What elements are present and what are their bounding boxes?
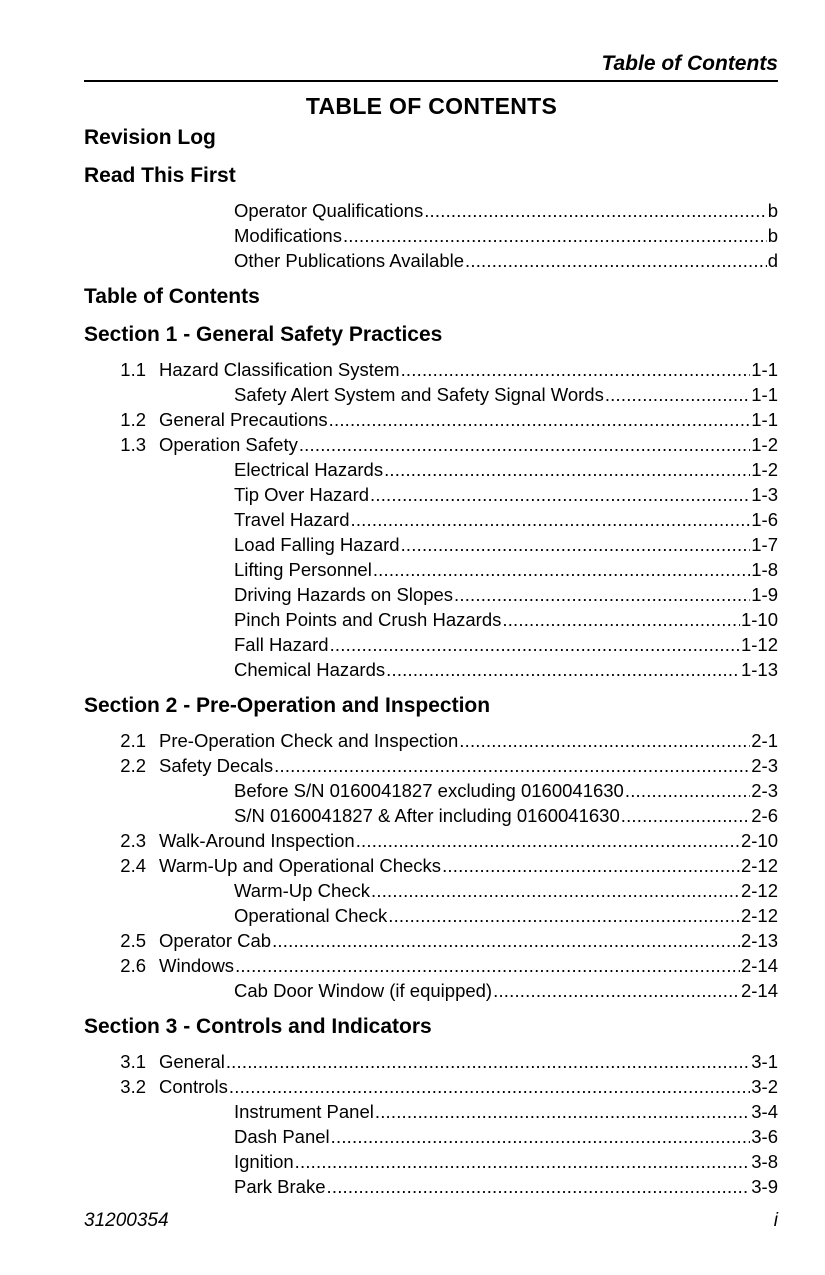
toc-dot-leader: [605, 382, 750, 407]
toc-dot-leader: [226, 1049, 750, 1074]
toc-entry-title: S/N 0160041827 & After including 0160041630: [234, 805, 620, 826]
toc-dot-leader: [295, 1149, 751, 1174]
toc-entry-title: Operation Safety: [159, 434, 298, 455]
toc-entry-number: 2.5: [120, 930, 146, 951]
toc-entry-page: 3-2: [751, 1076, 778, 1097]
toc-entry-number: 2.2: [120, 755, 146, 776]
toc-entry[interactable]: [84, 1149, 778, 1174]
toc-entry[interactable]: [84, 248, 778, 273]
toc-entry-title: Travel Hazard: [234, 509, 350, 530]
toc-entry-page: 3-1: [751, 1051, 778, 1072]
toc-entry-title: Modifications: [234, 225, 342, 246]
toc-entry[interactable]: [84, 1074, 778, 1099]
toc-section-heading[interactable]: Section 3 - Controls and Indicators: [84, 1015, 432, 1038]
toc-dot-leader: [465, 248, 767, 273]
toc-entry-page: d: [767, 250, 778, 271]
toc-section-heading[interactable]: Table of Contents: [84, 285, 260, 308]
toc-entry-page: 2-3: [751, 780, 778, 801]
toc-dot-leader: [493, 978, 740, 1003]
toc-entry-title: Park Brake: [234, 1176, 326, 1197]
toc-entry-title: Lifting Personnel: [234, 559, 372, 580]
toc-dot-leader: [386, 657, 740, 682]
toc-entry-page: b: [767, 200, 778, 221]
toc-section-heading[interactable]: Section 2 - Pre-Operation and Inspection: [84, 694, 491, 717]
toc-entry-page: 1-3: [751, 484, 778, 505]
toc-entry-page: 3-6: [751, 1126, 778, 1147]
toc-entry[interactable]: [84, 357, 778, 382]
toc-dot-leader: [625, 778, 750, 803]
toc-entry-page: 1-2: [751, 434, 778, 455]
toc-entry[interactable]: [84, 457, 778, 482]
toc-entry-page: 1-6: [751, 509, 778, 530]
toc-entry[interactable]: [84, 978, 778, 1003]
footer-doc-number: 31200354: [84, 1210, 169, 1231]
toc-entry-title: Ignition: [234, 1151, 294, 1172]
toc-entry[interactable]: [84, 432, 778, 457]
toc-entry-page: 2-10: [740, 830, 778, 851]
header-rule: [84, 80, 778, 82]
toc-entry-title: Fall Hazard: [234, 634, 329, 655]
toc-entry[interactable]: [84, 728, 778, 753]
toc-entry[interactable]: [84, 223, 778, 248]
toc-entry-title: Tip Over Hazard: [234, 484, 370, 505]
toc-entry[interactable]: [84, 953, 778, 978]
toc-entry-title: Instrument Panel: [234, 1101, 374, 1122]
toc-entry[interactable]: [84, 582, 778, 607]
toc-entry[interactable]: [84, 878, 778, 903]
toc-entry-page: 1-1: [751, 409, 778, 430]
toc-dot-leader: [330, 632, 740, 657]
toc-entry[interactable]: [84, 1049, 778, 1074]
toc-entry-page: b: [767, 225, 778, 246]
toc-entry-title: Safety Decals: [159, 755, 274, 776]
toc-entry[interactable]: [84, 382, 778, 407]
toc-entry-title: Operational Check: [234, 905, 388, 926]
toc-entry-title: Pre-Operation Check and Inspection: [159, 730, 459, 751]
toc-entry-page: 1-8: [751, 559, 778, 580]
toc-dot-leader: [401, 532, 751, 557]
toc-dot-leader: [384, 457, 750, 482]
toc-entry-page: 2-14: [740, 955, 778, 976]
toc-dot-leader: [299, 432, 750, 457]
toc-entry-page: 1-13: [740, 659, 778, 680]
toc-entry-page: 1-10: [740, 609, 778, 630]
toc-dot-leader: [329, 407, 751, 432]
toc-entry-number: 2.1: [120, 730, 146, 751]
toc-entry[interactable]: [84, 198, 778, 223]
toc-entry-page: 2-13: [740, 930, 778, 951]
toc-entry-title: Chemical Hazards: [234, 659, 386, 680]
toc-dot-leader: [370, 482, 750, 507]
toc-dot-leader: [442, 853, 740, 878]
toc-entry-page: 2-12: [740, 905, 778, 926]
toc-entry-page: 2-6: [751, 805, 778, 826]
toc-entry[interactable]: [84, 753, 778, 778]
toc-dot-leader: [327, 1174, 751, 1199]
toc-entry-title: General Precautions: [159, 409, 328, 430]
toc-entry-title: Windows: [159, 955, 235, 976]
toc-entry-number: 1.1: [120, 359, 146, 380]
toc-entry-title: Warm-Up Check: [234, 880, 371, 901]
toc-dot-leader: [272, 928, 740, 953]
toc-entry-page: 1-1: [751, 384, 778, 405]
toc-dot-leader: [331, 1124, 751, 1149]
toc-entry-page: 2-14: [740, 980, 778, 1001]
toc-entry-page: 1-9: [751, 584, 778, 605]
toc-dot-leader: [375, 1099, 750, 1124]
toc-entry-title: Warm-Up and Operational Checks: [159, 855, 442, 876]
toc-entry[interactable]: [84, 903, 778, 928]
toc-entry-page: 2-12: [740, 855, 778, 876]
toc-dot-leader: [371, 878, 740, 903]
toc-dot-leader: [351, 507, 751, 532]
toc-entry-number: 3.2: [120, 1076, 146, 1097]
toc-entry-title: Operator Qualifications: [234, 200, 424, 221]
toc-entry[interactable]: [84, 828, 778, 853]
toc-entry-title: General: [159, 1051, 225, 1072]
toc-dot-leader: [424, 198, 767, 223]
toc-entry[interactable]: [84, 778, 778, 803]
toc-entry-number: 3.1: [120, 1051, 146, 1072]
toc-entry[interactable]: [84, 632, 778, 657]
toc-entry-title: Load Falling Hazard: [234, 534, 400, 555]
footer-page-number: i: [773, 1210, 778, 1231]
toc-dot-leader: [454, 582, 750, 607]
toc-entry-page: 3-8: [751, 1151, 778, 1172]
running-header-title: Table of Contents: [601, 52, 778, 75]
toc-entry-number: 2.3: [120, 830, 146, 851]
toc-dot-leader: [459, 728, 750, 753]
toc-entry-page: 3-4: [751, 1101, 778, 1122]
toc-dot-leader: [621, 803, 751, 828]
toc-entry-title: Operator Cab: [159, 930, 272, 951]
page-title: TABLE OF CONTENTS: [305, 93, 558, 119]
toc-entry[interactable]: [84, 532, 778, 557]
toc-entry-title: Other Publications Available: [234, 250, 465, 271]
toc-entry-page: 1-1: [751, 359, 778, 380]
toc-dot-leader: [373, 557, 750, 582]
toc-section-heading[interactable]: Section 1 - General Safety Practices: [84, 323, 443, 346]
toc-entry[interactable]: [84, 557, 778, 582]
toc-entry-page: 2-12: [740, 880, 778, 901]
toc-entry-number: 1.3: [120, 434, 146, 455]
toc-entry-number: 2.6: [120, 955, 146, 976]
toc-dot-leader: [235, 953, 740, 978]
toc-entry-page: 1-2: [751, 459, 778, 480]
toc-entry-title: Cab Door Window (if equipped): [234, 980, 493, 1001]
toc-entry-number: 1.2: [120, 409, 146, 430]
toc-entry[interactable]: [84, 1124, 778, 1149]
toc-entry-title: Electrical Hazards: [234, 459, 384, 480]
toc-entry-title: Dash Panel: [234, 1126, 330, 1147]
toc-entry-title: Hazard Classification System: [159, 359, 400, 380]
toc-entry[interactable]: [84, 1174, 778, 1199]
toc-entry[interactable]: [84, 803, 778, 828]
toc-dot-leader: [229, 1074, 750, 1099]
toc-entry[interactable]: [84, 657, 778, 682]
toc-entry-page: 1-7: [751, 534, 778, 555]
toc-section-heading[interactable]: Read This First: [84, 164, 236, 187]
toc-entry-page: 3-9: [751, 1176, 778, 1197]
toc-entry-title: Controls: [159, 1076, 228, 1097]
toc-dot-leader: [274, 753, 750, 778]
toc-entry-title: Safety Alert System and Safety Signal Words: [234, 384, 604, 405]
toc-entry[interactable]: [84, 607, 778, 632]
toc-entry-title: Driving Hazards on Slopes: [234, 584, 454, 605]
toc-dot-leader: [343, 223, 767, 248]
toc-entry[interactable]: [84, 928, 778, 953]
toc-entry-number: 2.4: [120, 855, 146, 876]
toc-entry-page: 2-3: [751, 755, 778, 776]
toc-entry[interactable]: [84, 853, 778, 878]
toc-entry-title: Walk-Around Inspection: [159, 830, 355, 851]
toc-entry-page: 1-12: [740, 634, 778, 655]
toc-entry-title: Pinch Points and Crush Hazards: [234, 609, 502, 630]
toc-dot-leader: [502, 607, 740, 632]
toc-entry[interactable]: [84, 507, 778, 532]
toc-dot-leader: [356, 828, 740, 853]
toc-entry[interactable]: [84, 482, 778, 507]
toc-section-heading[interactable]: Revision Log: [84, 126, 216, 149]
toc-entry[interactable]: [84, 1099, 778, 1124]
table-of-contents: [84, 122, 778, 1199]
toc-entry-page: 2-1: [751, 730, 778, 751]
toc-entry-title: Before S/N 0160041827 excluding 0160041630: [234, 780, 624, 801]
toc-entry[interactable]: [84, 407, 778, 432]
toc-dot-leader: [401, 357, 751, 382]
toc-dot-leader: [388, 903, 740, 928]
